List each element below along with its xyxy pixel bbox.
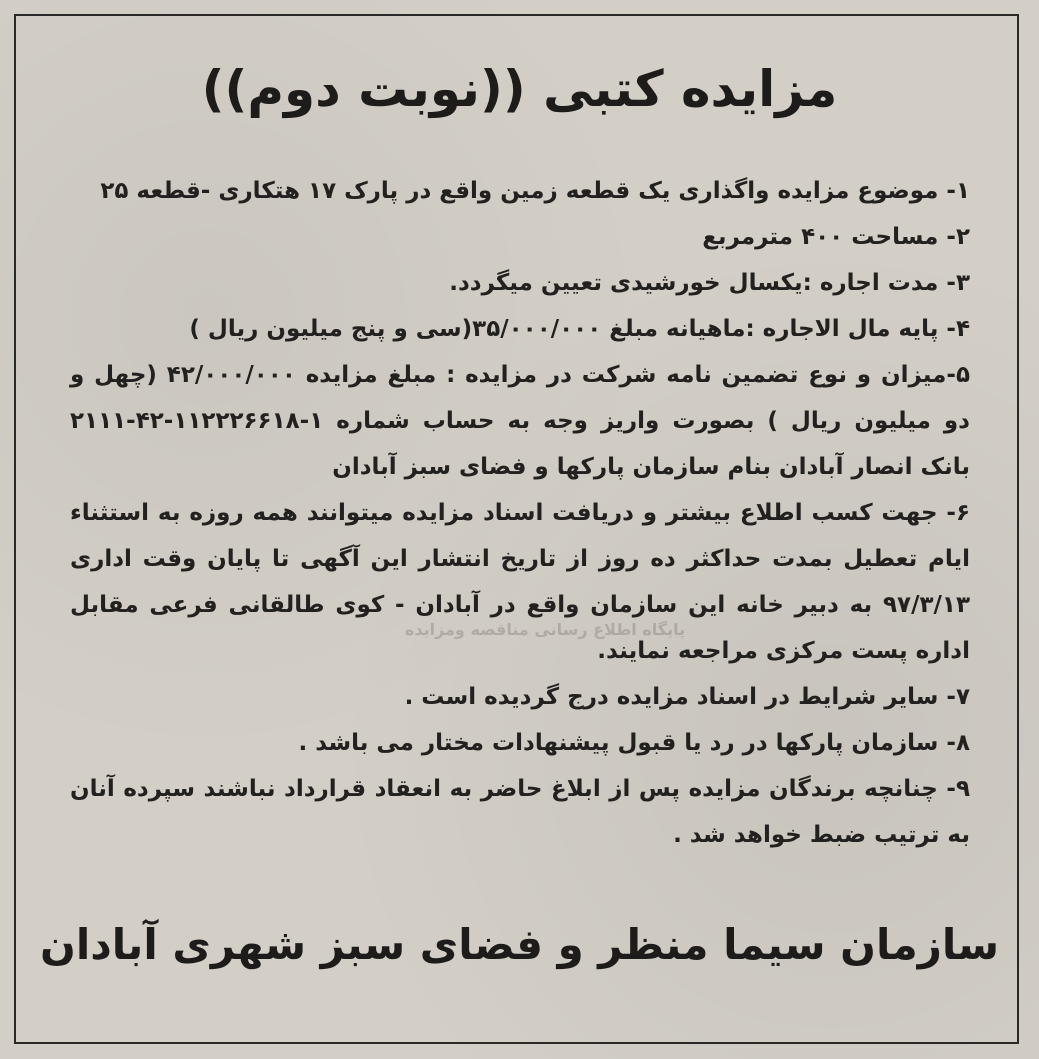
item-3: ۳- مدت اجاره :یکسال خورشیدی تعیین میگردد.: [449, 270, 970, 296]
notice-body: [70, 168, 970, 858]
item-1: ۱- موضوع مزایده واگذاری یک قطعه زمین واقع در پارک ۱۷ هتکاری -قطعه ۲۵: [100, 178, 970, 204]
item-7: ۷- سایر شرایط در اسناد مزایده درج گردیده است .: [404, 684, 970, 710]
item-2: ۲- مساحت ۴۰۰ مترمربع: [702, 224, 970, 250]
item-8: ۸- سازمان پارکها در رد یا قبول پیشنهادات مختار می باشد .: [298, 730, 970, 756]
item-4: ۴- پایه مال الاجاره :ماهیانه مبلغ ۳۵/۰۰۰/۰۰۰(سی و پنج میلیون ریال ): [189, 316, 970, 342]
item-9: ۹- چنانچه برندگان مزایده پس از ابلاغ حاضر به انعقاد قرارداد نباشند سپرده آنان به ترتیب ضبط خواهد شد .: [70, 776, 970, 848]
notice-title: مزایده کتبی ((نوبت دوم)): [201, 60, 838, 118]
issuer-signature: سازمان سیما منظر و فضای سبز شهری آبادان: [39, 920, 999, 969]
item-5: ۵-میزان و نوع تضمین نامه شرکت در مزایده : مبلغ مزایده ۴۲/۰۰۰/۰۰۰ (چهل و دو میلیون ریال ) بصورت واریز وجه به حساب شماره ۱-۱۱۲۲۲۶۶۱۸-۴۲-۲۱۱۱ بانک انصار آبادان بنام سازمان پارکها و فضای سبز آبادان: [70, 362, 970, 480]
item-6: ۶- جهت کسب اطلاع بیشتر و دریافت اسناد مزایده میتوانند همه روزه به استثناء ایام تعطیل بمدت حداکثر ده روز از تاریخ انتشار این آگهی تا پایان وقت اداری ۹۷/۳/۱۳ به دبیر خانه این سازمان واقع در آبادان - کوی طالقانی فرعی مقابل اداره پست مرکزی مراجعه نمایند.: [70, 500, 970, 664]
watermark: پایگاه اطلاع رسانی مناقصه ومزایده: [404, 620, 686, 639]
